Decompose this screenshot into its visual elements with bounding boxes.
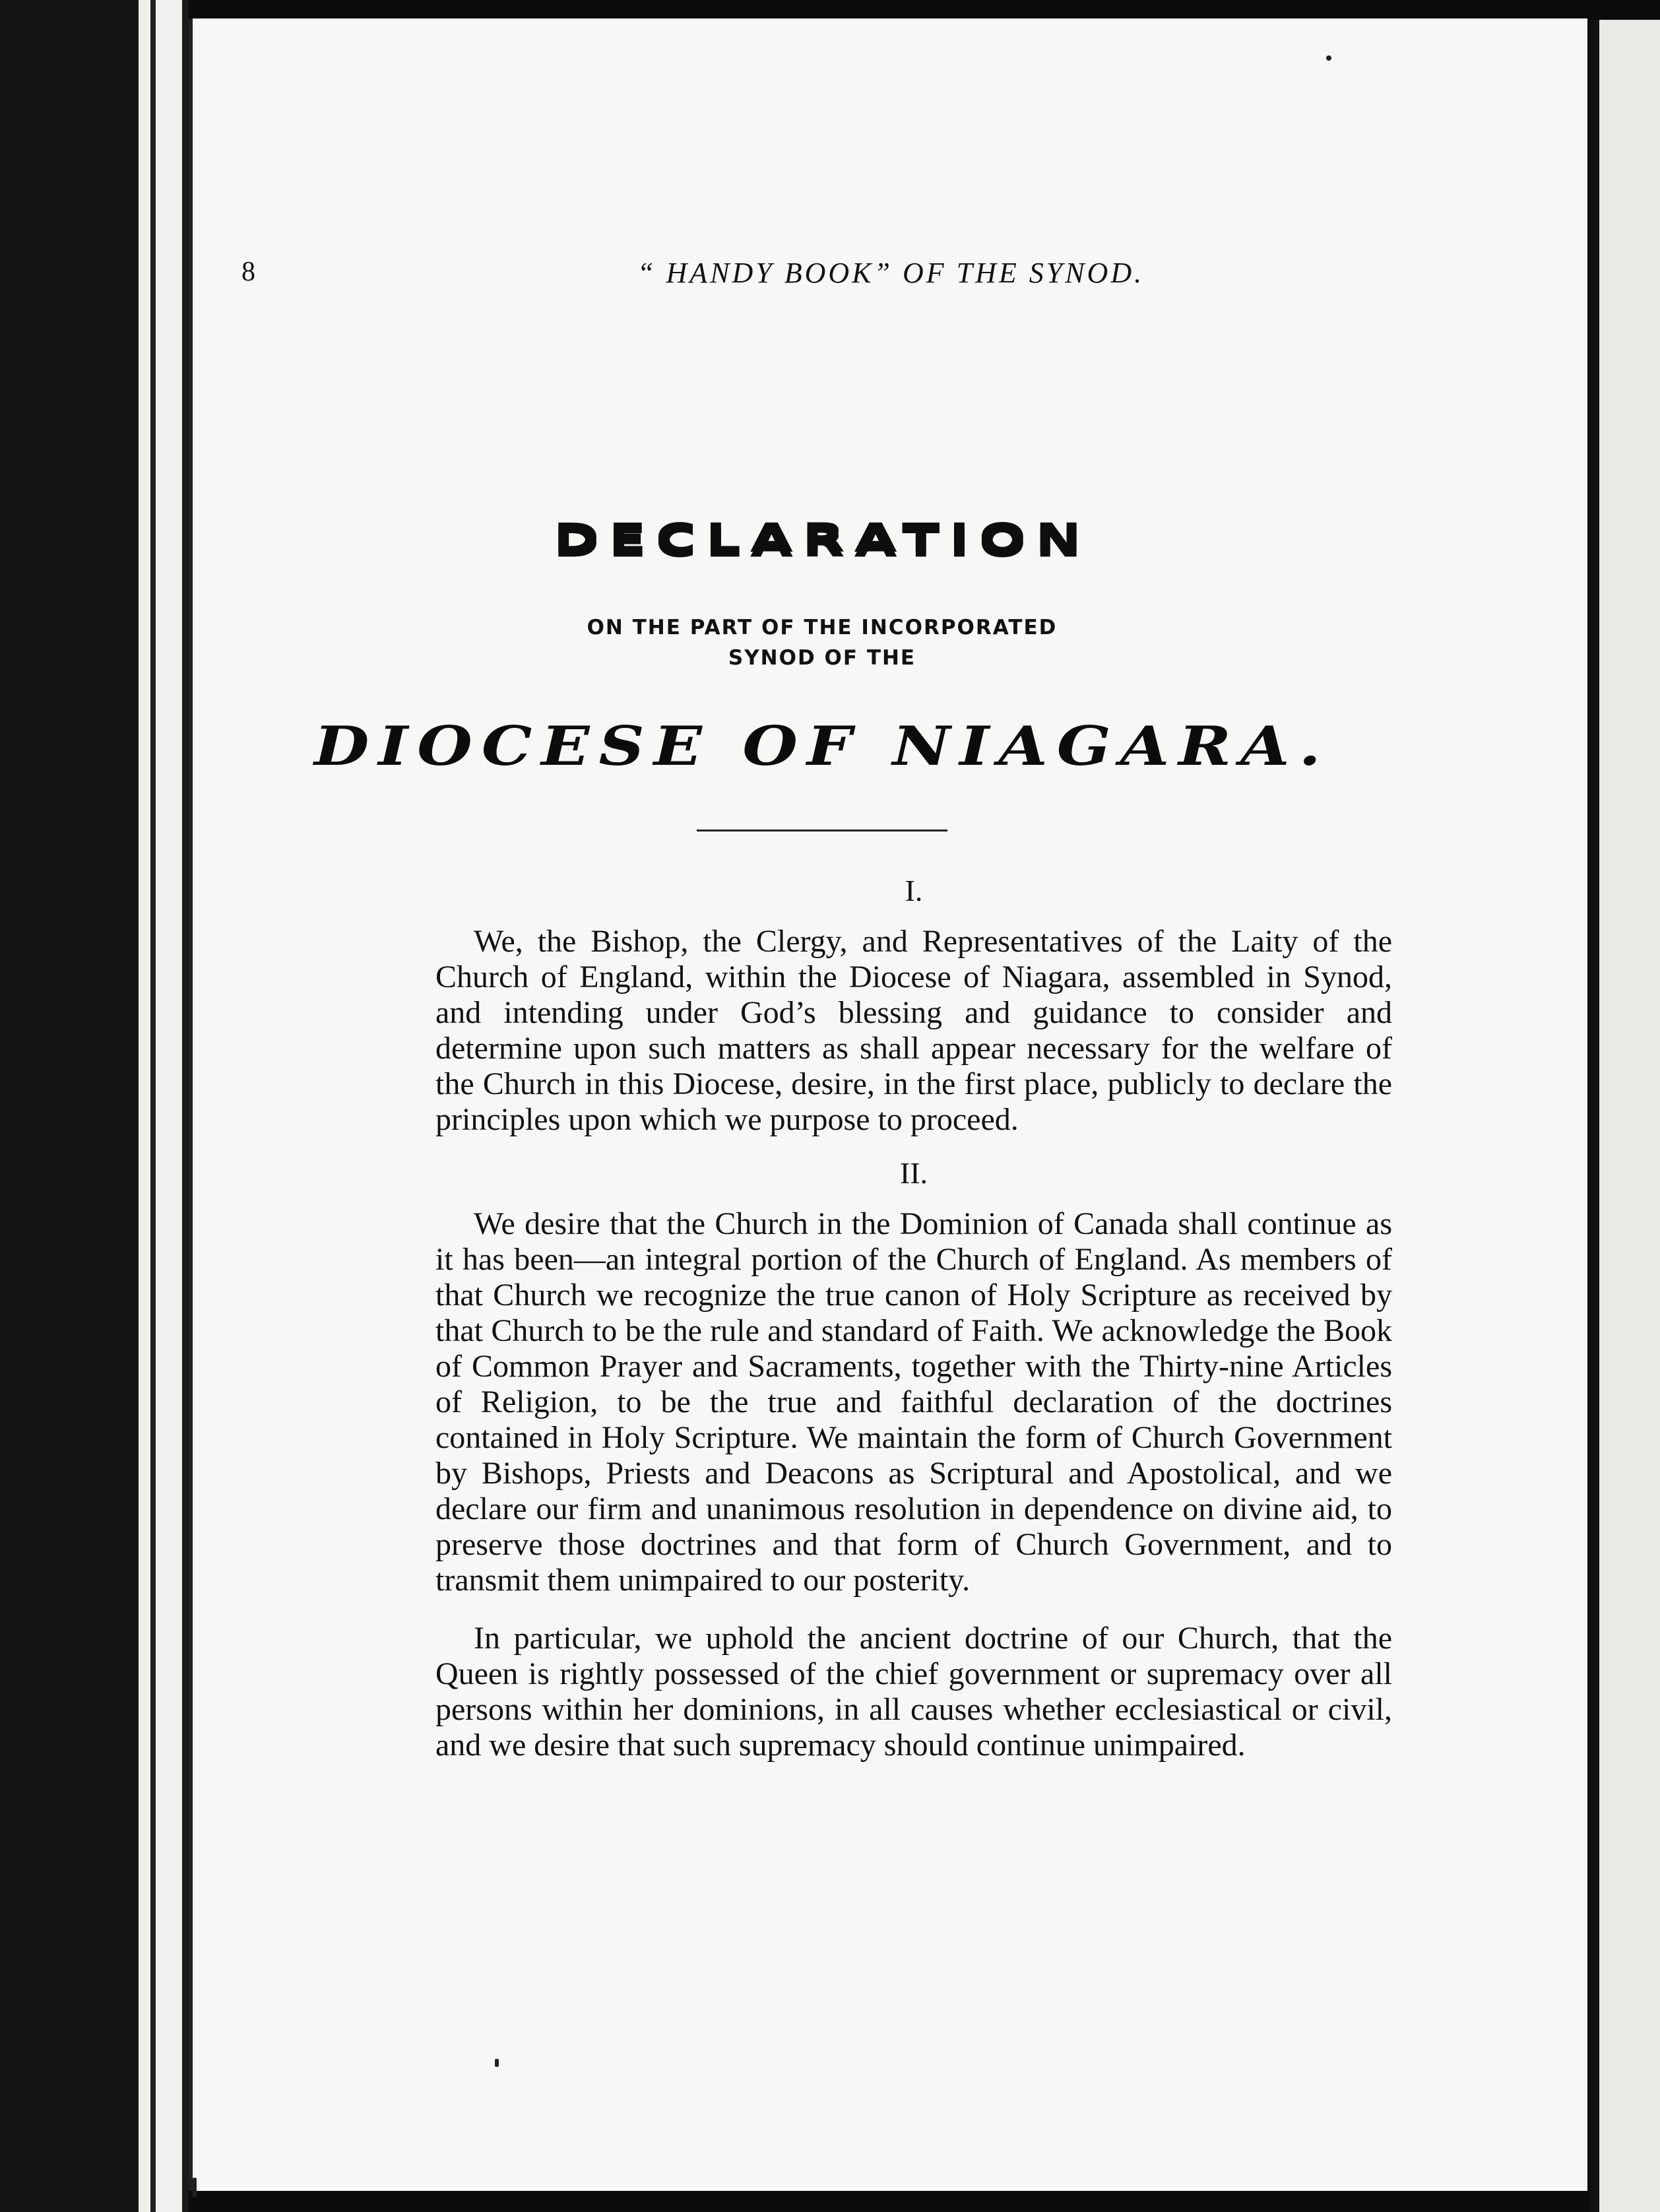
page-number: 8 (241, 257, 255, 287)
divider-rule (697, 830, 947, 831)
paragraph: We desire that the Church in the Dominion of Canada shall continue as it has been—an integral portion of the Church of England. As members of that Church we recognize the true canon of Holy Scripture as received by that Church to be the rule and standard of Faith. We acknowledge the Book of Common Prayer and Sacraments, together with the Thirty-nine Articles of Religion, to be the true and faithful declaration of the doctrines contained in Holy Scripture. We maintain the form of Church Government by Bishops, Priests and Deacons as Scriptural and Apostolical, and we declare our firm and unanimous resolution in dependence on divine aid, to preserve those doctrines and that form of Church Government, and to transmit them unimpaired to our posterity. (435, 1206, 1392, 1598)
page-edge-line (150, 0, 156, 2212)
diocese-title: DIOCESE OF NIAGARA. (314, 714, 1330, 778)
facing-page-edge (1590, 20, 1660, 2212)
subtitle (241, 612, 1403, 673)
declaration-body (435, 871, 1392, 1763)
page-edge-stack (156, 0, 182, 2212)
ink-speck (193, 2178, 197, 2197)
subtitle-line: ON THE PART OF THE INCORPORATED (587, 616, 1058, 639)
section-numeral: II. (899, 1156, 928, 1190)
ink-speck (1326, 55, 1331, 61)
page-edge-dark (0, 0, 139, 2212)
paragraph: In particular, we uphold the ancient doctrine of our Church, that the Queen is rightly possessed of the chief government or supremacy over all persons within her dominions, in all causes whether ecclesiastical or civil, and we desire that such supremacy should continue unimpaired. (435, 1621, 1392, 1763)
running-head (241, 256, 1403, 296)
paragraph: We, the Bishop, the Clergy, and Representatives of the Laity of the Church of England, within the Diocese of Niagara, assembled in Synod, and intending under God’s blessing and guidance to consider and determine upon such matters as shall appear necessary for the welfare of the Church in this Diocese, desire, in the first place, publicly to declare the principles upon which we purpose to proceed. (435, 924, 1392, 1137)
page-edge-stack (139, 0, 150, 2212)
ink-speck (495, 2059, 499, 2067)
running-title: “ HANDY BOOK” OF THE SYNOD. (637, 257, 1145, 289)
declaration-title: DECLARATION (553, 515, 1091, 562)
page-edge-line (182, 0, 189, 2212)
subtitle-line: SYNOD OF THE (728, 646, 916, 670)
section-numeral: I. (905, 874, 923, 907)
title-block (241, 515, 1403, 831)
